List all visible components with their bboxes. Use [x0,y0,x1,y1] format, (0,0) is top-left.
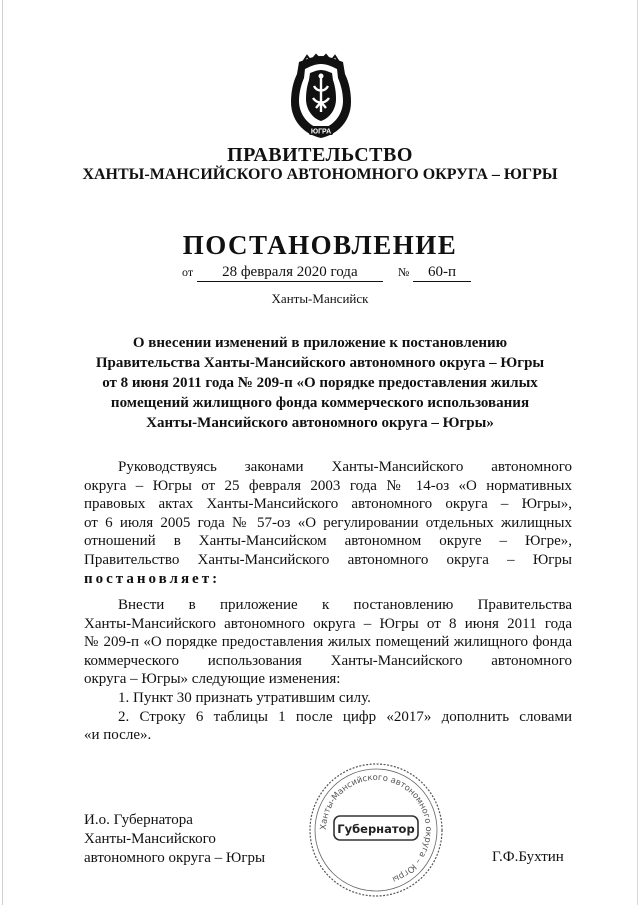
text-line: Внести в приложение к постановлению Правительства [118,597,572,613]
text-line: от 6 июля 2005 года № 57-оз «О регулировании отдельных жилищных [84,514,572,531]
stamp-center-text: Губернатор [337,822,415,836]
subject-line: Ханты-Мансийского автономного округа – Югры» [146,415,494,431]
subject-line: помещений жилищного фонда коммерческого использования [110,395,530,411]
preamble-paragraph [84,458,572,588]
text-line: округа – Югры» следующие изменения: [84,671,341,688]
signature-position [84,811,265,868]
list-item: 2. Строку 6 таблицы 1 после цифр «2017» дополнить словами [118,708,572,725]
government-title: ПРАВИТЕЛЬСТВО [227,144,413,166]
subject-line: Правительства Ханты-Мансийского автономного округа – Югры [95,355,545,371]
text-line: округа – Югры от 25 февраля 2003 года № 14-оз «О нормативных [84,477,572,494]
emblem-label: ЮГРА [310,128,332,136]
text-line: № 209-п «О порядке предоставления жилых помещений жилищного фонда [84,634,572,651]
text-line: отношений в Ханты-Мансийском автономном округе – Югре», [84,533,572,550]
city: Ханты-Мансийск [271,291,369,306]
signer-name: Г.Ф.Бухтин [492,849,564,865]
scan-edge-right [637,0,638,905]
resolves-line [84,570,572,589]
from-label: от [182,265,194,279]
list-item: 1. Пункт 30 признать утратившим силу. [118,689,371,706]
stamp-ring-text: Ханты-Мансийского автономного округа – Югры [318,772,434,885]
scan-edge-left [2,0,3,905]
operative-paragraph [84,596,572,745]
resolves-word: постановляет: [84,570,221,587]
text-line: коммерческого использования Ханты-Мансийского автономного [84,652,572,669]
list-item-continued: «и после». [84,727,152,744]
text-line: Ханты-Мансийского автономного округа – Югры от 8 июня 2011 года [84,615,572,632]
date-number-line [182,264,471,282]
decree-date: 28 февраля 2020 года [197,264,383,282]
subject-line: О внесении изменений в приложение к постановлению [132,335,508,351]
official-stamp [302,756,450,904]
text-line: Руководствуясь законами Ханты-Мансийского автономного [118,459,572,475]
decree-number: 60-п [413,264,471,282]
government-region: ХАНТЫ-МАНСИЙСКОГО АВТОНОМНОГО ОКРУГА – ЮГРЫ [82,166,558,183]
subject-line: от 8 июня 2011 года № 209-п «О порядке предоставления жилых [102,375,538,391]
number-label: № [397,265,410,279]
position-line: автономного округа – Югры [84,850,266,866]
text-line: Правительство Ханты-Мансийского автономного округа – Югры [84,551,572,568]
decree-subject [80,333,560,433]
text-line: правовых актах Ханты-Мансийского автономного округа – Югры», [84,496,572,513]
decree-title: ПОСТАНОВЛЕНИЕ [182,230,458,260]
position-line: И.о. Губернатора [84,812,193,828]
coat-of-arms-emblem [283,52,359,140]
position-line: Ханты-Мансийского [84,831,216,847]
